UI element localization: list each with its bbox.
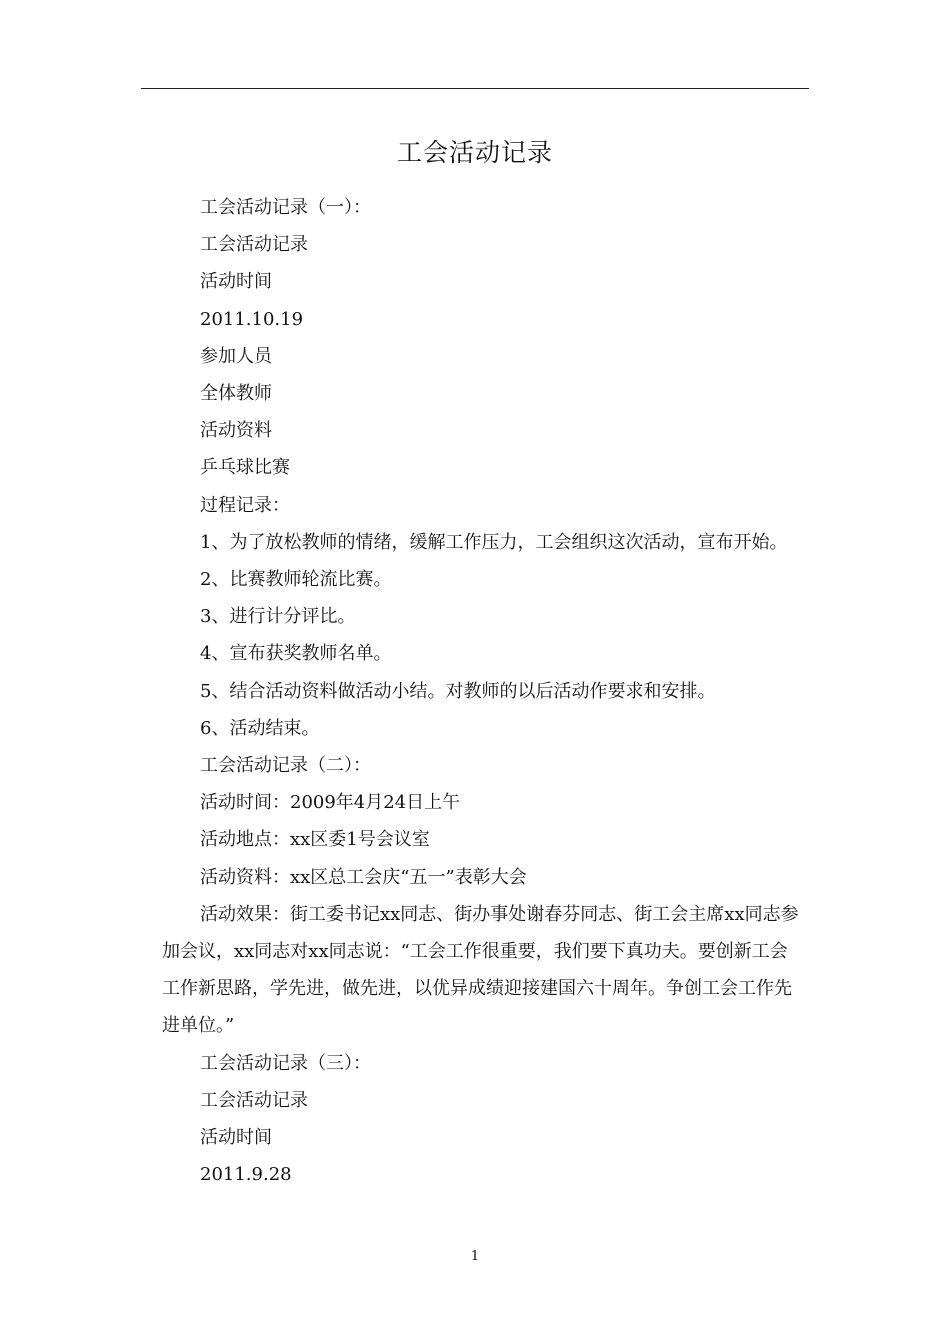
paragraph: 6、活动结束。 bbox=[200, 717, 320, 739]
document-title: 工会活动记录 bbox=[396, 138, 553, 167]
paragraph: 2、比赛教师轮流比赛。 bbox=[200, 569, 392, 591]
paragraph: 工会活动记录（一）： bbox=[200, 197, 371, 218]
paragraph: 工会活动记录（三）： bbox=[200, 1052, 371, 1074]
paragraph: 2011.10.19 bbox=[200, 308, 304, 330]
document-body bbox=[162, 189, 802, 1193]
paragraph: 活动资料：xx区总工会庆“五一”表彰大会 bbox=[200, 866, 527, 888]
paragraph: 3、进行计分评比。 bbox=[200, 606, 356, 628]
paragraph: 工会活动记录（二）： bbox=[200, 755, 371, 777]
paragraph: 乒乓球比赛 bbox=[200, 457, 290, 479]
paragraph: 活动资料 bbox=[200, 420, 272, 442]
header-rule bbox=[141, 88, 809, 89]
paragraph: 2011.9.28 bbox=[200, 1164, 292, 1186]
page-number: 1 bbox=[470, 1249, 480, 1264]
paragraph: 5、结合活动资料做活动小结。对教师的以后活动作要求和安排。 bbox=[200, 680, 716, 702]
paragraph: 活动时间：2009年4月24日上午 bbox=[200, 792, 461, 814]
paragraph: 过程记录： bbox=[200, 494, 290, 516]
paragraph: 活动地点：xx区委1号会议室 bbox=[200, 829, 430, 851]
paragraph: 参加人员 bbox=[200, 345, 272, 367]
paragraph: 1、为了放松教师的情绪，缓解工作压力，工会组织这次活动，宣布开始。 bbox=[200, 531, 788, 553]
paragraph: 活动时间 bbox=[200, 1127, 272, 1149]
paragraph: 活动时间 bbox=[200, 271, 272, 293]
paragraph: 4、宣布获奖教师名单。 bbox=[200, 643, 392, 665]
paragraph: 工会活动记录 bbox=[200, 234, 308, 256]
paragraph: 工会活动记录 bbox=[200, 1089, 308, 1111]
paragraph: 全体教师 bbox=[200, 383, 272, 405]
paragraph: 活动效果：街工委书记xx同志、街办事处谢春芬同志、街工会主席xx同志参加会议，xx同志对xx同志说：“工会工作很重要，我们要下真功夫。要创新工会工作新思路，学先进，做先进，以优异成绩迎接建国六十周年。争创工会工作先进单位。” bbox=[162, 903, 799, 1037]
